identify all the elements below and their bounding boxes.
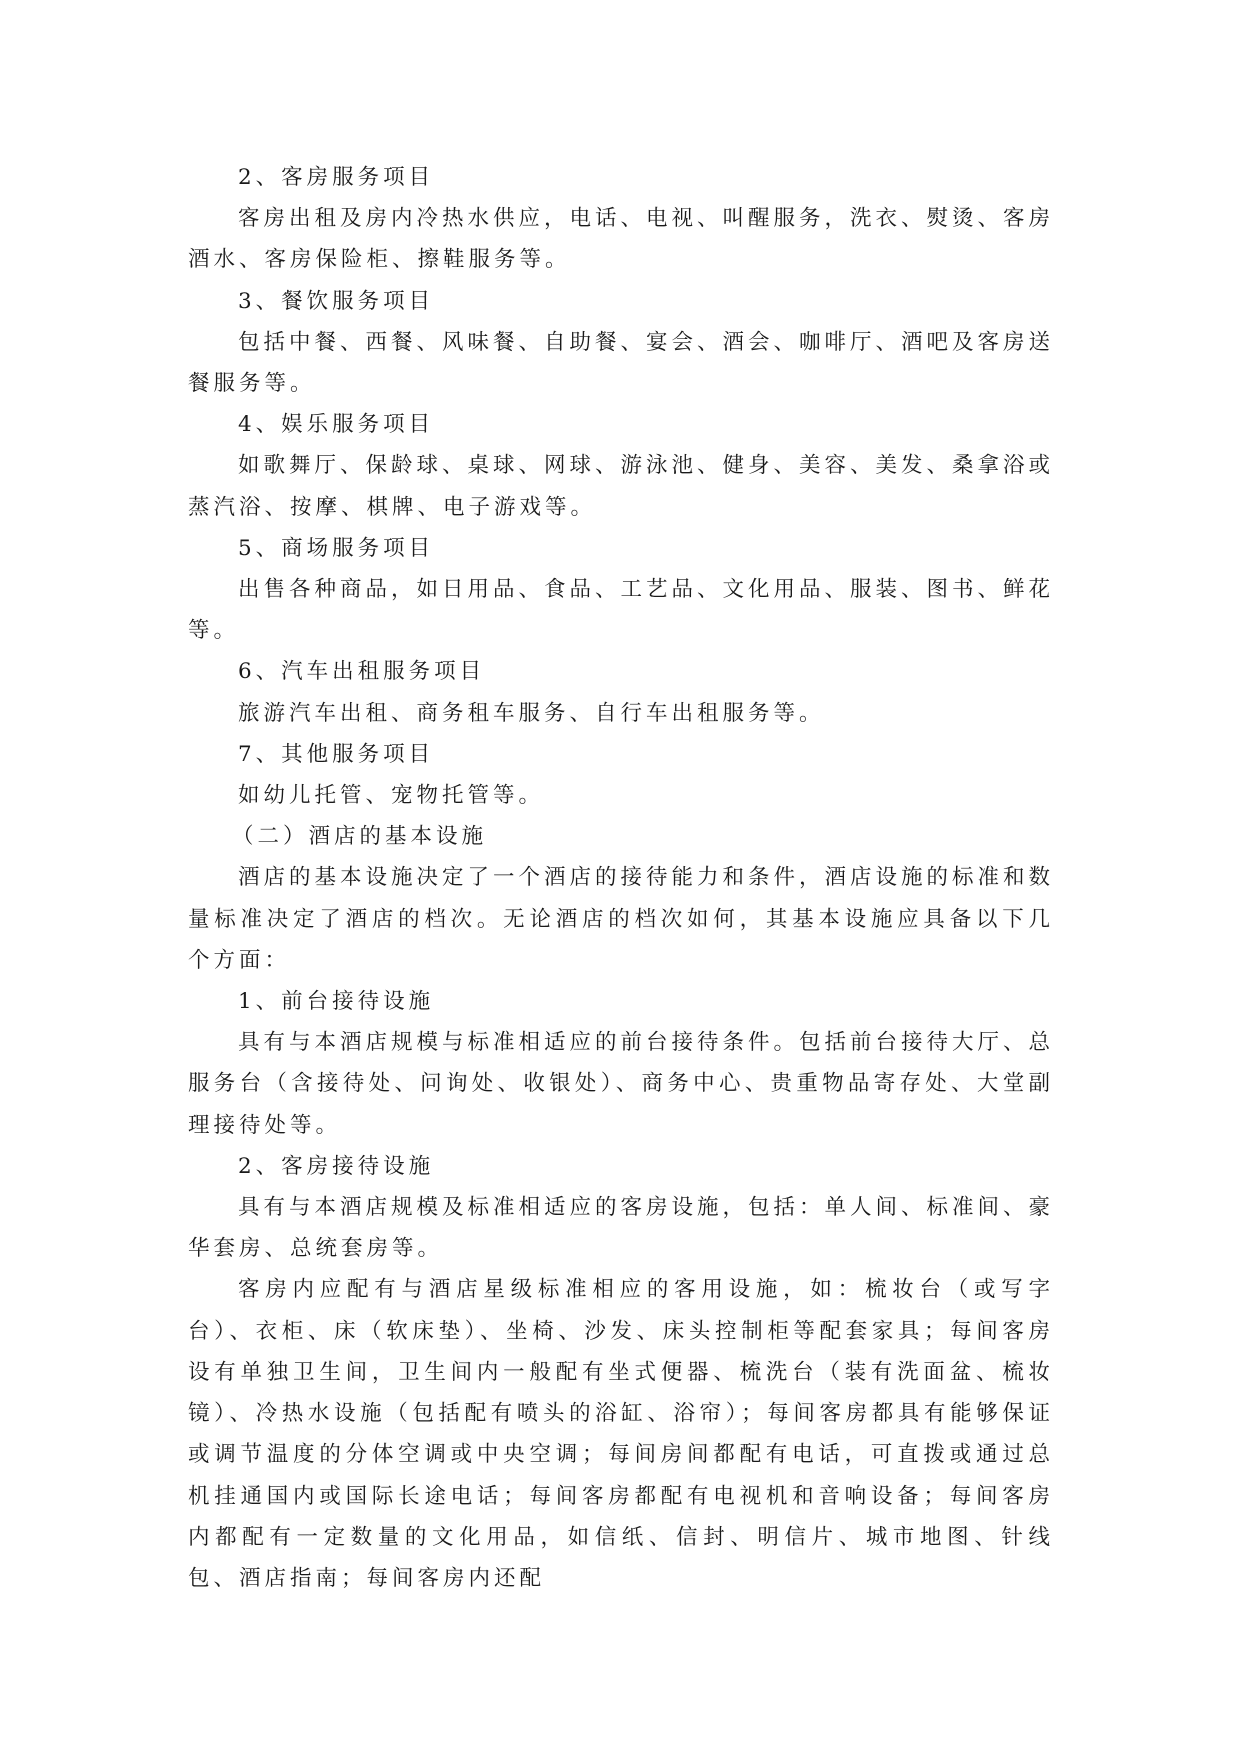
section-heading: 6、汽车出租服务项目 bbox=[238, 659, 486, 685]
body-paragraph: 旅游汽车出租、商务租车服务、自行车出租服务等。 bbox=[238, 700, 825, 726]
body-paragraph: 如幼儿托管、宠物托管等。 bbox=[238, 783, 545, 809]
body-paragraph: 如歌舞厅、保龄球、桌球、网球、游泳池、健身、美容、美发、桑拿浴或蒸汽浴、按摩、棋牌、电子游戏等。 bbox=[188, 453, 1055, 520]
section-heading: 3、餐饮服务项目 bbox=[238, 288, 435, 314]
chapter-subheading: （二）酒店的基本设施 bbox=[232, 824, 488, 850]
body-paragraph: 具有与本酒店规模及标准相适应的客房设施，包括：单人间、标准间、豪华套房、总统套房等。 bbox=[188, 1195, 1055, 1262]
section-heading: 2、客房服务项目 bbox=[238, 165, 435, 190]
body-paragraph: 客房内应配有与酒店星级标准相应的客用设施，如：梳妆台（或写字台）、衣柜、床（软床垫）、坐椅、沙发、床头控制柜等配套家具；每间客房设有单独卫生间，卫生间内一般配有坐式便器、梳洗台（装有洗面盆、梳妆镜）、冷热水设施（包括配有喷头的浴缸、浴帘）；每间客房都具有能够保证或调节温度的分体空调或中央空调；每间房间都配有电话，可直拨或通过总机挂通国内或国际长途电话；每间客房都配有电视机和音响设备；每间客房内都配有一定数量的文化用品，如信纸、信封、明信片、城市地图、针线包、酒店指南；每间客房内还配 bbox=[188, 1277, 1054, 1591]
section-heading: 7、其他服务项目 bbox=[238, 741, 435, 767]
section-heading: 2、客房接待设施 bbox=[238, 1153, 435, 1179]
body-paragraph: 酒店的基本设施决定了一个酒店的接待能力和条件，酒店设施的标准和数量标准决定了酒店的档次。无论酒店的档次如何，其基本设施应具备以下几个方面： bbox=[188, 865, 1055, 973]
body-paragraph: 出售各种商品，如日用品、食品、工艺品、文化用品、服装、图书、鲜花等。 bbox=[188, 577, 1055, 644]
body-paragraph: 客房出租及房内冷热水供应，电话、电视、叫醒服务，洗衣、熨烫、客房酒水、客房保险柜、擦鞋服务等。 bbox=[188, 206, 1055, 273]
section-heading: 4、娱乐服务项目 bbox=[238, 412, 435, 438]
section-heading: 5、商场服务项目 bbox=[238, 535, 435, 561]
document-body bbox=[188, 157, 1054, 1599]
section-heading: 1、前台接待设施 bbox=[238, 989, 435, 1015]
body-paragraph: 包括中餐、西餐、风味餐、自助餐、宴会、酒会、咖啡厅、酒吧及客房送餐服务等。 bbox=[188, 329, 1055, 397]
body-paragraph: 具有与本酒店规模与标准相适应的前台接待条件。包括前台接待大厅、总服务台（含接待处、问询处、收银处）、商务中心、贵重物品寄存处、大堂副理接待处等。 bbox=[188, 1030, 1055, 1138]
